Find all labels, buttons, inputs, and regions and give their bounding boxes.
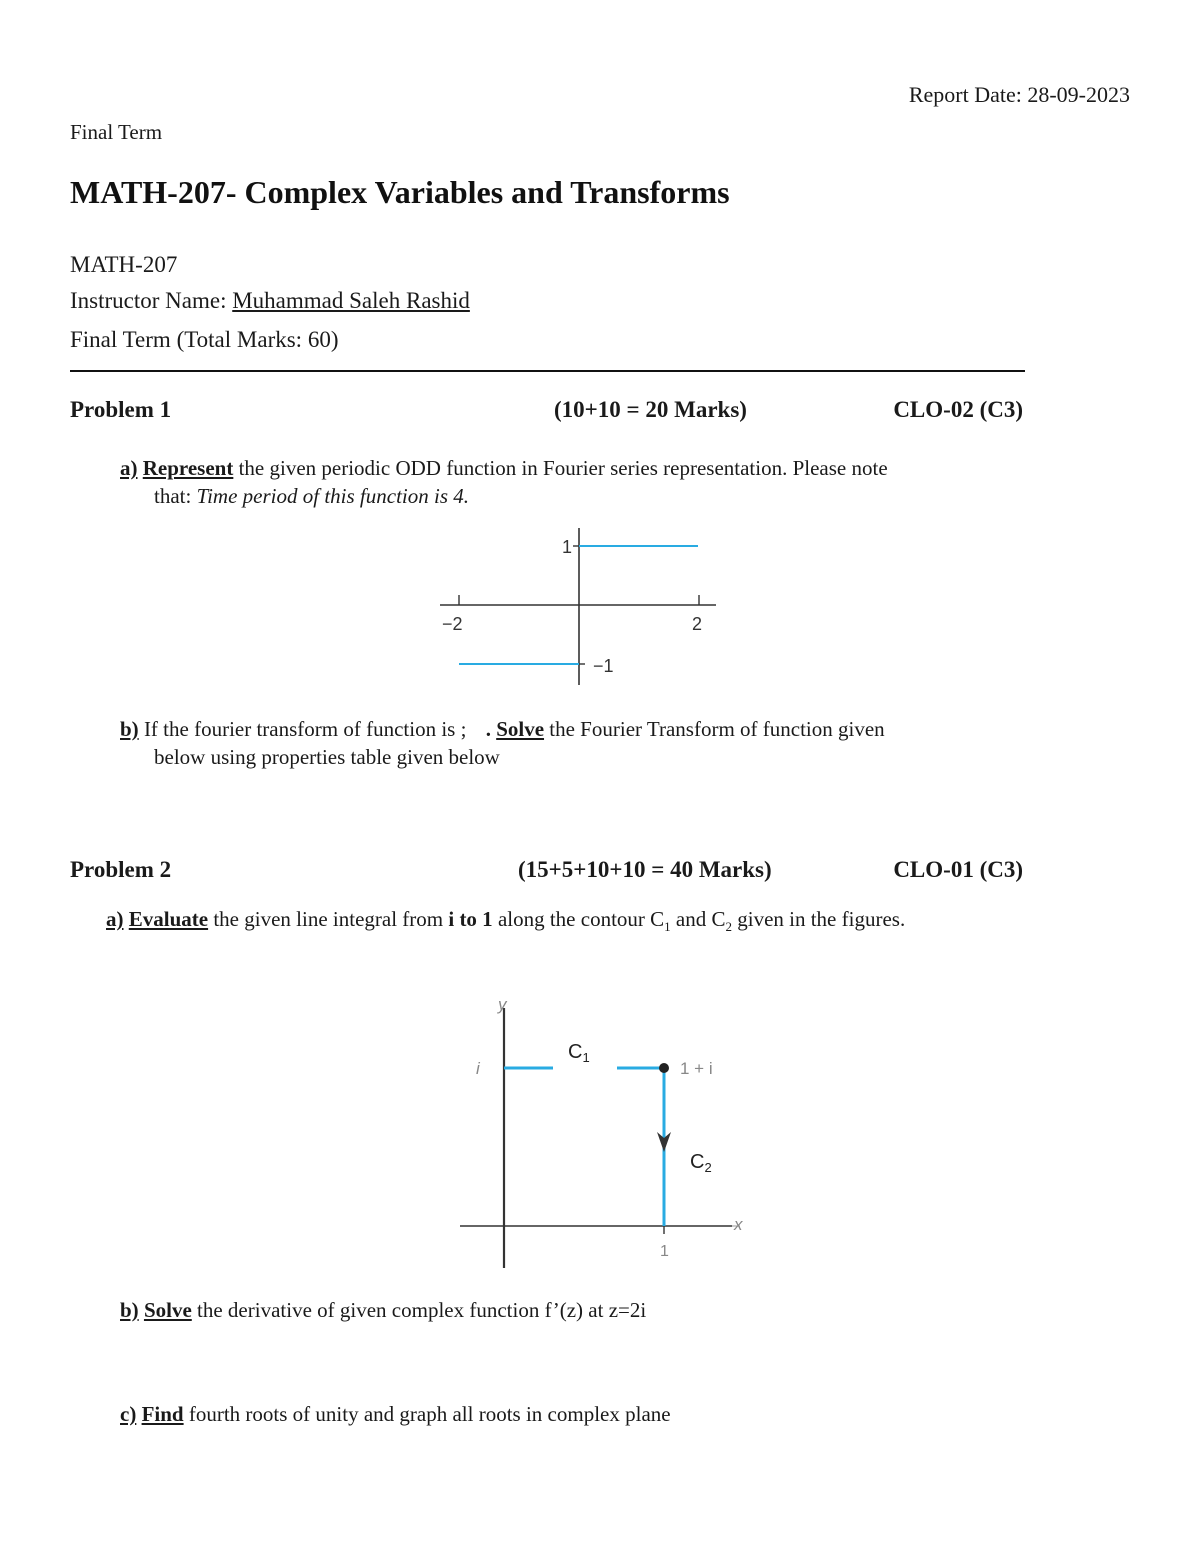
- final-term-label: Final Term: [70, 120, 163, 144]
- y-tick-label-1: 1: [562, 537, 573, 557]
- problem-1b-text1: If the fourier transform of function is ;: [138, 717, 467, 741]
- point-1-plus-i: [659, 1063, 669, 1073]
- problem-2a-text4: given in the figures.: [731, 907, 906, 931]
- problem-2a-text3: and C: [670, 907, 726, 931]
- y-tick-label-neg1: −1: [593, 656, 614, 676]
- x-tick-label-neg2: −2: [442, 614, 463, 634]
- instructor-line: [70, 288, 470, 314]
- c2-letter: C: [690, 1151, 705, 1173]
- x-tick-label-1: 1: [660, 1243, 669, 1260]
- problem-1b-line1: [120, 717, 885, 742]
- problem-2a-range: i to 1: [448, 907, 493, 931]
- i-label: i: [476, 1059, 480, 1078]
- problem-1b-dot: .: [485, 717, 491, 741]
- problem-1a-text2: that:: [154, 484, 197, 508]
- problem-1-title: Problem 1: [70, 397, 172, 422]
- header-divider: [70, 370, 1025, 372]
- problem-2-marks: (15+5+10+10 = 40 Marks): [518, 857, 772, 882]
- c2-label: [690, 1151, 712, 1175]
- y-axis-label: y: [498, 995, 507, 1014]
- problem-1a-text1: the given periodic ODD function in Fourier series representation. Please note: [233, 456, 888, 480]
- problem-1a-italic: Time period of this function is 4.: [196, 484, 470, 508]
- x-tick-label-2: 2: [692, 614, 703, 634]
- problem-2a-line: [106, 907, 905, 935]
- problem-1-marks: (10+10 = 20 Marks): [554, 397, 747, 422]
- problem-2c-text: fourth roots of unity and graph all roots in complex plane: [183, 1402, 671, 1426]
- x-axis-label: x: [734, 1215, 743, 1234]
- problem-1-clo: CLO-02 (C3): [893, 397, 1023, 422]
- instructor-name: Muhammad Saleh Rashid: [232, 288, 470, 313]
- problem-1b-label: b): [120, 717, 139, 741]
- problem-2c-line: [120, 1402, 671, 1427]
- problem-2c-verb: Find: [141, 1402, 184, 1426]
- problem-2a-sub1: 1: [664, 919, 671, 935]
- problem-2a-text1: the given line integral from: [208, 907, 449, 931]
- problem-1a-line2: [154, 484, 469, 509]
- problem-2a-sub2: 2: [725, 919, 732, 935]
- problem-2-title: Problem 2: [70, 857, 172, 882]
- problem-1a-verb: Represent: [142, 456, 234, 480]
- problem-2b-label: b): [120, 1298, 139, 1322]
- contour-figure: [450, 990, 770, 1275]
- c1-label: [568, 1041, 590, 1065]
- total-marks: Final Term (Total Marks: 60): [70, 327, 339, 352]
- instructor-label: Instructor Name:: [70, 288, 227, 313]
- problem-2a-verb: Evaluate: [128, 907, 209, 931]
- square-wave-figure: [430, 520, 730, 690]
- problem-1a-label: a): [120, 456, 138, 480]
- c2-subscript: 2: [704, 1160, 712, 1175]
- point-label: 1 + i: [680, 1059, 713, 1078]
- problem-2b-text: the derivative of given complex function f’(z) at z=2i: [191, 1298, 647, 1322]
- problem-2b-verb: Solve: [143, 1298, 192, 1322]
- problem-1b-text3: below using properties table given below: [154, 745, 500, 769]
- page-title: MATH-207- Complex Variables and Transforms: [70, 174, 730, 210]
- problem-2a-label: a): [106, 907, 124, 931]
- problem-1b-verb: Solve: [496, 717, 545, 741]
- problem-1b-text2: the Fourier Transform of function given: [544, 717, 885, 741]
- course-code: MATH-207: [70, 252, 178, 277]
- problem-2-clo: CLO-01 (C3): [893, 857, 1023, 882]
- problem-1a-line1: [120, 456, 888, 481]
- problem-2b-line: [120, 1298, 646, 1323]
- problem-2a-text2: along the contour C: [492, 907, 665, 931]
- c1-subscript: 1: [582, 1050, 590, 1065]
- c1-letter: C: [568, 1041, 583, 1063]
- report-date: Report Date: 28-09-2023: [908, 82, 1130, 107]
- problem-2c-label: c): [120, 1402, 137, 1426]
